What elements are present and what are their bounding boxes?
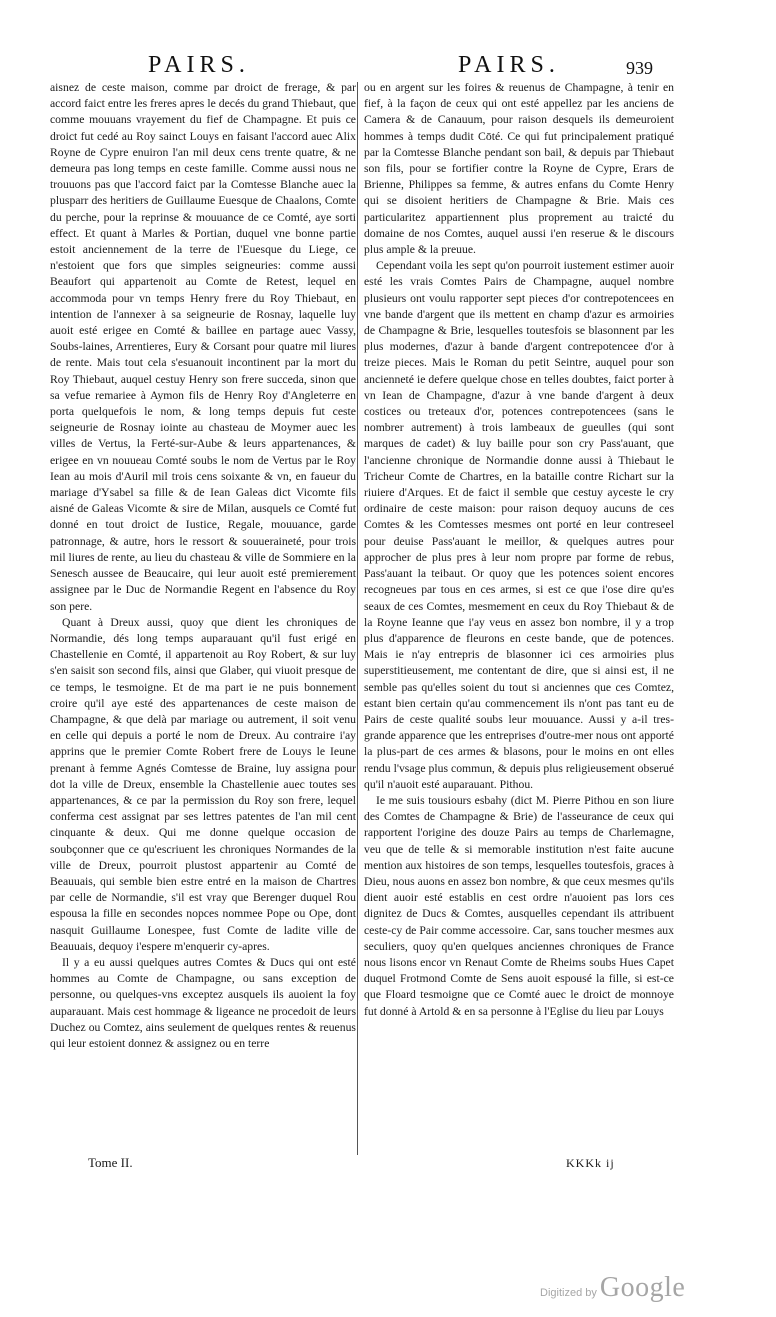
running-head-right: PAIRS. bbox=[458, 52, 560, 78]
right-paragraph-2: Cependant voila les sept qu'on pourroit iustement estimer auoir esté les vrais Comtes Pairs de Champagne, auquel nombre plusieurs ont voulu rapporter sept pieces d'or contrepotencees en vne bande d'argent que ils mettent en champ d'azur es armoiries de Champagne & Brie, lesquelles toutesfois se blasonnent par les plus modernes, d'azur à bande d'argent contrepotencee d'or à treize pieces. Mais le Roman du petit Seintre, auquel pour son ancienneté ie defere quelque chose en telles doubtes, faict porter à vn Iean de Champagne, d'azur à vne bande d'argent à deux costices ou treteaux d'or, potences contrepotencees (sans le nombrer autrement) à trois lambeaux de gueulles (qui sont marques de cadet) & luy baille pour son cry Pass'auant, que l'ancienne chronique de Normandie donne aussi à Thiebaut le Tricheur Comte de Chartres, en la bataille contre Richart sur la riuiere d'Arques. Et de faict il semble que cestuy ayceste le cry ordinaire de ceste maison: pour raison dequoy aucuns de ces Comtes & les Comtesses mesmes ont porté en leur contreseel pour deuise Pass'auant le meillor, & quelques autres pour approcher de plus pres à leur nom propre par forme de rebus, Pass'auant la teibaut. Or quoy que les potences soient encores recogneues par tous en ces armes, si est ce que i'ose dire qu'es seaux de ces Comtes, mesmement en ceux du Roy Thiebaut & de la Royne Ieanne que i'ay veus en assez bon nombre, il y a trop plus d'apparence de fleurons en ceste bande, que de potences. Mais ie n'ay entrepris de blasonner ici ces armoiries plus superstitieusement, me contentant de dire, que si ainsi est, il ne semble pas qu'elles soient du tout si anciennes que ces Comtez, estant bien certain qu'au commencement ils n'ont pas tant eu de Pairs de ceste qualité soubs leur mouuance. Aussi y a-il tres-grande apparence que les entreprises d'outre-mer nous ont apporté la plus-part de ces armes & blasons, pour le moins en ont elles rendu l'vsage plus commun, & depuis plus religieusement obserué qu'il n'auoit esté auparauant. Pithou. bbox=[364, 259, 674, 791]
digitized-watermark bbox=[540, 1270, 685, 1304]
left-paragraph-3: Il y a eu aussi quelques autres Comtes & Ducs qui ont esté hommes au Comte de Champagne, ou sans exception de personne, ou quelques-vns exceptez ausquels ils auoient la foy auparauant. Mais cest hommage & ligeance ne procedoit de leurs Duchez ou Comtez, ains seulement de quelques rentes & reuenus qui leur estoient donnez & assignez ou en terre bbox=[50, 955, 356, 1050]
right-paragraph-1: ou en argent sur les foires & reuenus de Champagne, à tenir en fief, à la façon de ceux qui ont esté appellez par les anciens de Camera & de Canauum, pour raison desquels ils demeuroient hommes à temps dudit Cōté. Ce qui fut principalement pratiqué par la Comtesse Blanche pendant son bail, & depuis par Thiebaut son fils, pour se fortifier contre la Royne de Cypre, Erars de Brienne, Philippes sa femme, & autres enfans du Comte Henry qui se disoient heritiers de Champagne & Brie. Mais ces particularitez appartiennent plus proprement au traicté du domaine de nos Comtes, auquel aussi i'en reserue & le discours plus ample & la preuue. bbox=[364, 81, 674, 257]
page-number: 939 bbox=[626, 58, 653, 78]
running-head-left: PAIRS. bbox=[148, 52, 250, 78]
signature-mark: KKKk ij bbox=[566, 1156, 615, 1170]
volume-label: Tome II. bbox=[88, 1155, 133, 1170]
left-paragraph-1: aisnez de ceste maison, comme par droict de frerage, & par accord faict entre les freres apres le decés du grand Thiebaut, que comme mouuans vrayement du fief de Champagne. Et puis ce droict fut cedé au Roy sainct Louys en faisant l'accord auec Alix Royne de Cypre enuiron l'an mil deux cens trente quatre, & ne demeura pas long temps en ceste famille. Comme aussi nous ne trouuons pas que l'accord faict par la Comtesse Blanche auec la plusparr des heritiers de Guillaume Euesque de Chaalons, Comte du perche, pour la reprinse & mouuance de ce Comté, aye sorti effect. Et quant à Marles & Portian, duquel vne bonne partie estoit anciennement de la terre de l'Euesque du Liege, ce n'estoient que fors que simples seigneuries: comme aussi Beaufort qui appartenoit au Comte de Retest, lequel en accommoda pour vn temps Henry frere du Roy Thiebaut, en intention de l'annexer à sa seigneurie de Rosnay, laquelle luy auoit esté erigee en Comté & baillee en partage auec Vassy, Soubs-laines, Arrentieres, Eury & Corsant pour quatre mil liures de rente. Mais tout cela s'esuanouit incontinent par la mort du Roy Thiebaut, auquel cestuy Henry son frere succeda, sinon que sa vefue remariee à Aymon fils de Henry Roy d'Angleterre en porta quelquefois le nom, & long temps depuis fut ceste seigneurie de Rosnay iointe au chasteau de Moymer auec les villes de Vertus, la Ferté-sur-Aube & leurs appartenances, & erigee en vn nouueau Comté soubs le nom de Vertus par le Roy Iean au mois d'Auril mil trois cens soixante & vn, en faueur du mariage d'Ysabel sa fille & de Iean Galeas dict Vicomte fils aisné de Galeas Vicomte & sire de Milan, ausquels ce Comté fut donné en tout droict de Iustice, Regale, mouuance, garde patronnage, & autre, hors le ressort & souueraineté, pour trois mil liures de rente, au lieu du chasteau & ville de Sommiere en la Senesch aussee de Beaucaire, qui leur auoit esté premierement assignee par le Duc de Normandie Regent en l'absence du Roy son pere. bbox=[50, 81, 356, 613]
watermark-prefix: Digitized by bbox=[540, 1287, 597, 1299]
right-text-column bbox=[364, 80, 674, 1020]
left-paragraph-2: Quant à Dreux aussi, quoy que dient les chroniques de Normandie, dés long temps auparauant qu'il fust erigé en Chastellenie en Comté, il appartenoit au Roy Robert, & sur luy s'en saisit son second fils, ainsi que Glaber, qui viuoit presque de ce temps, le tesmoigne. Et de ma part ie ne puis bonnement croire qu'il aye esté des appartenances de ceste maison de Champagne, & que delà par mariage ou autrement, il soit venu en celle qui depuis a porté le nom de Dreux. Au contraire i'ay apprins que le premier Comte Robert frere de Louys le Ieune prenant à femme Agnés Comtesse de Braine, luy assigna pour dot la ville de Dreux, ensemble la Chastellenie auec toutes ses appartenances, & ce par la permission du Roy son frere, lequel conferma cest assignat par ses lettres patentes de l'an mil cent cinquante & deux. Qui me donne quelque occasion de soubçonner que ce qu'escriuent les chroniques Normandes de la ville de Dreux, pourroit plustost appartenir au Comté de Beauuais, qui semble bien estre entré en la maison de Chartres par celle de Normandie, s'il est vray que Berenger duquel Rou espousa la fille en secondes nopces nommee Pope ou Ope, dont nasquit Guillaume Lonespee, fust Comte de ladite ville de Beauuais, dequoy i'espere m'enquerir cy-apres. bbox=[50, 615, 356, 953]
left-text-column bbox=[50, 80, 356, 1052]
google-logo: Google bbox=[599, 1272, 686, 1303]
column-divider bbox=[357, 82, 358, 1155]
right-paragraph-3: Ie me suis tousiours esbahy (dict M. Pierre Pithou en son liure des Comtes de Champagne & Brie) de l'asseurance de ceux qui rapportent l'origine des douze Pairs au temps de Charlemagne, veu que de telle & si memorable institution n'est faite aucune mention aux histoires de son temps, lesquelles toutesfois, graces à Dieu, nous auons en assez bon nombre, & que ceux mesmes qu'ils dient auoir esté establis en cest ordre n'auoient pas lors ces dignitez de Ducs & Comtes, ausquelles cependant ils attribuent ceste-cy de Pair comme accessoire. Car, sans toucher mesmes aux seculiers, quoy qu'en quelques anciennes chroniques de France nous lisons encor vn Renaut Comte de Rheims soubs Hues Capet duquel Frotmond Comte de Sens auoit espousé la fille, si est-ce que Floard tesmoigne que ce Comté auec le droict de monnoye fut donné à Artold & en sa personne à l'Eglise du lieu par Louys bbox=[364, 793, 674, 1018]
